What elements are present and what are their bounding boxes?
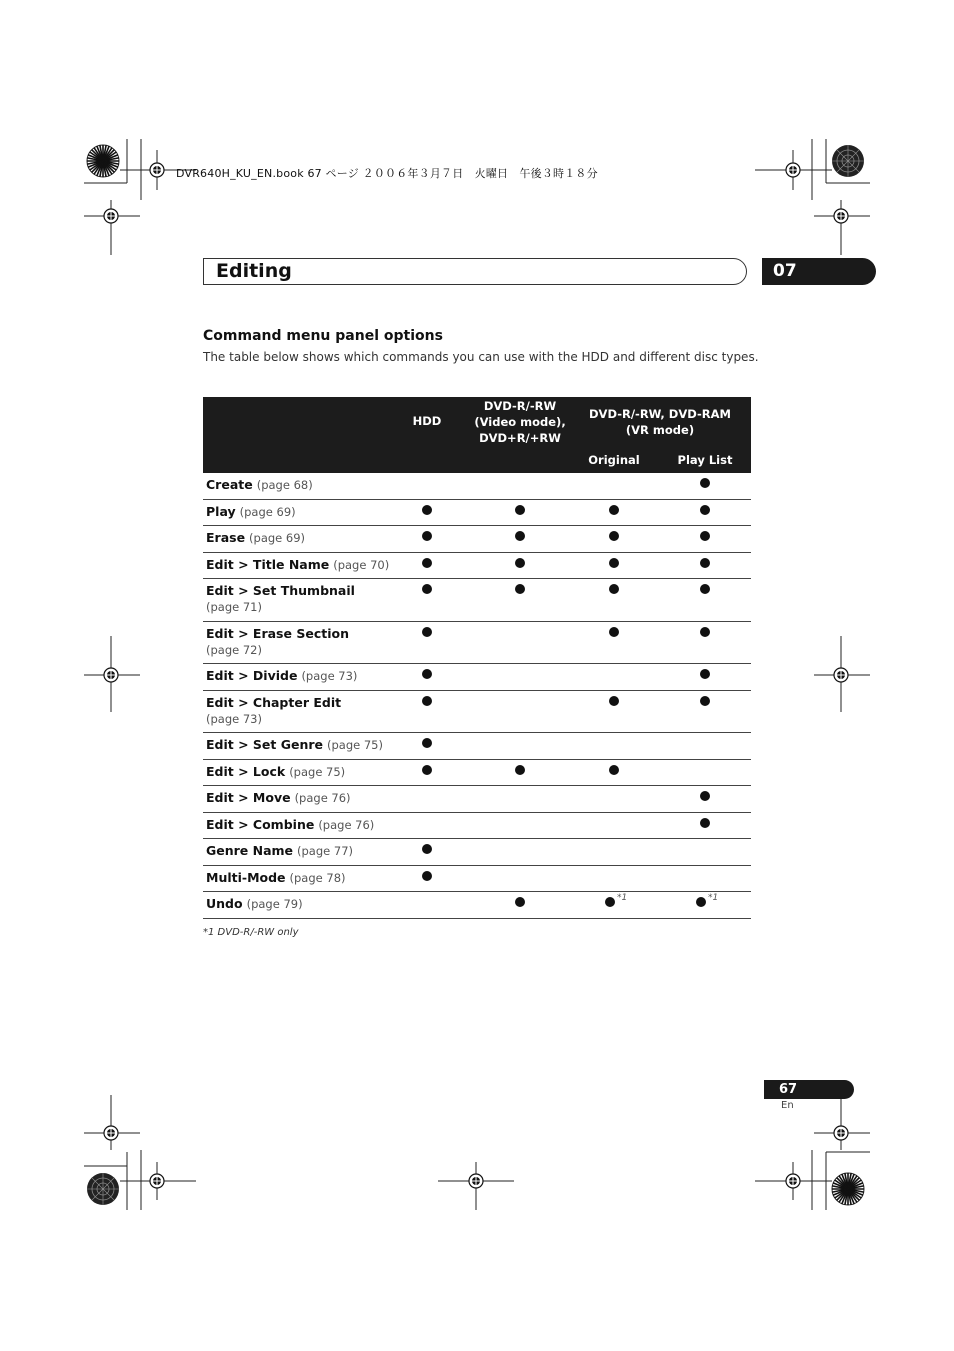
- col-dvd-video-line3: DVD+R/+RW: [479, 431, 561, 445]
- support-dot: [700, 669, 710, 679]
- support-dot: [700, 627, 710, 637]
- support-dot: [605, 897, 615, 907]
- section-subtitle: The table below shows which commands you can use with the HDD and different disc types.: [203, 350, 759, 364]
- support-dot: [422, 558, 432, 568]
- table-row: [203, 839, 751, 866]
- command-label: Edit > Set Genre: [206, 737, 324, 752]
- page-reference: (page 69): [239, 504, 296, 519]
- command-label: Undo: [206, 896, 243, 911]
- command-name: [206, 668, 357, 684]
- support-dot: [515, 558, 525, 568]
- col-dvd-video-line2: (Video mode),: [474, 415, 566, 429]
- chapter-badge: 07: [762, 258, 876, 285]
- command-name: [206, 817, 374, 833]
- page-reference: (page 79): [246, 897, 303, 911]
- col-hdd: HDD: [412, 414, 442, 428]
- section-title: Command menu panel options: [203, 328, 443, 344]
- support-dot: [609, 558, 619, 568]
- book-info-line: DVR640H_KU_EN.book 67 ページ ２００６年３月７日 火曜日 午後３時１８分: [176, 167, 598, 180]
- support-dot: [422, 627, 432, 637]
- footnote: *1 DVD-R/-RW only: [203, 927, 299, 938]
- col-original: Original: [588, 453, 640, 467]
- command-label: Edit > Set Thumbnail: [206, 583, 355, 598]
- support-dot: [609, 627, 619, 637]
- support-dot: [609, 696, 619, 706]
- support-dot: [609, 505, 619, 515]
- support-dot: [422, 871, 432, 881]
- table-row: [203, 691, 751, 734]
- support-dot: [700, 818, 710, 828]
- command-name: [206, 695, 341, 727]
- support-dot: [422, 738, 432, 748]
- table-row: [203, 500, 751, 527]
- table-row: [203, 813, 751, 840]
- col-dvd-video-line1: DVD-R/-RW: [483, 399, 557, 413]
- table-row: [203, 866, 751, 893]
- table-row: [203, 553, 751, 580]
- table-row: [203, 786, 751, 813]
- page-reference: (page 77): [297, 844, 353, 858]
- table-header: [203, 397, 751, 473]
- support-dot: [700, 696, 710, 706]
- support-dot: [700, 505, 710, 515]
- table-row: [203, 579, 751, 622]
- command-label: Edit > Move: [206, 790, 291, 805]
- table-row: [203, 664, 751, 691]
- support-dot: [609, 531, 619, 541]
- support-dot: [422, 669, 432, 679]
- support-dot: [700, 478, 710, 488]
- command-name: [206, 583, 355, 615]
- page-reference: (page 76): [318, 817, 375, 832]
- table-row: [203, 526, 751, 553]
- command-label: Edit > Erase Section: [206, 625, 349, 641]
- command-label: Genre Name: [206, 843, 294, 858]
- page-reference: (page 70): [333, 557, 390, 572]
- support-dot: [515, 505, 525, 515]
- col-vr-mode: [583, 406, 737, 438]
- support-dot: [696, 897, 706, 907]
- command-name: [206, 843, 353, 859]
- col-playlist: Play List: [677, 453, 733, 467]
- footnote-ref: *1: [708, 893, 719, 903]
- command-label: Edit > Divide: [206, 668, 298, 683]
- page-reference: (page 72): [206, 642, 262, 657]
- page-reference: (page 75): [327, 738, 383, 752]
- support-dot: [609, 584, 619, 594]
- page-reference: (page 69): [249, 531, 306, 545]
- table-row: [203, 622, 751, 665]
- page-reference: (page 73): [301, 669, 358, 683]
- command-name: [206, 626, 349, 658]
- command-name: [206, 557, 389, 573]
- support-dot: [422, 505, 432, 515]
- command-name: [206, 530, 305, 546]
- command-name: [206, 737, 383, 753]
- page-language: En: [781, 1100, 794, 1111]
- page-reference: (page 75): [289, 764, 346, 779]
- page-title: Editing: [216, 260, 292, 282]
- support-dot: [515, 584, 525, 594]
- support-dot: [609, 765, 619, 775]
- col-dvd-video: [465, 398, 575, 446]
- support-dot: [700, 584, 710, 594]
- command-name: [206, 870, 346, 886]
- command-label: Edit > Chapter Edit: [206, 694, 342, 710]
- command-label: Edit > Title Name: [206, 556, 330, 572]
- support-dot: [515, 531, 525, 541]
- command-name: [206, 790, 351, 806]
- command-table: [203, 397, 751, 919]
- support-dot: [422, 531, 432, 541]
- page-reference: (page 78): [289, 870, 346, 885]
- support-dot: [700, 791, 710, 801]
- page-number: 67: [764, 1080, 854, 1099]
- table-row: [203, 892, 751, 919]
- command-name: [206, 477, 313, 493]
- command-label: Multi-Mode: [206, 869, 286, 885]
- support-dot: [422, 765, 432, 775]
- col-vr-line2: (VR mode): [625, 423, 695, 437]
- col-vr-line1: DVD-R/-RW, DVD-RAM: [589, 407, 731, 421]
- page-reference: (page 71): [206, 600, 262, 614]
- command-label: Edit > Combine: [206, 816, 315, 832]
- support-dot: [422, 844, 432, 854]
- command-label: Create: [206, 477, 253, 492]
- table-row: [203, 733, 751, 760]
- footnote-ref: *1: [617, 893, 628, 903]
- table-row: [203, 760, 751, 787]
- support-dot: [700, 531, 710, 541]
- table-body: [203, 473, 751, 919]
- support-dot: [515, 765, 525, 775]
- command-name: [206, 504, 296, 520]
- page-reference: (page 73): [206, 711, 262, 726]
- command-label: Erase: [206, 530, 246, 545]
- support-dot: [700, 558, 710, 568]
- command-name: [206, 764, 345, 780]
- support-dot: [422, 696, 432, 706]
- command-label: Play: [206, 503, 236, 519]
- support-dot: [515, 897, 525, 907]
- support-dot: [422, 584, 432, 594]
- table-row: [203, 473, 751, 500]
- page-reference: (page 76): [294, 791, 351, 805]
- command-label: Edit > Lock: [206, 763, 286, 779]
- command-name: [206, 896, 303, 912]
- page-reference: (page 68): [256, 478, 313, 492]
